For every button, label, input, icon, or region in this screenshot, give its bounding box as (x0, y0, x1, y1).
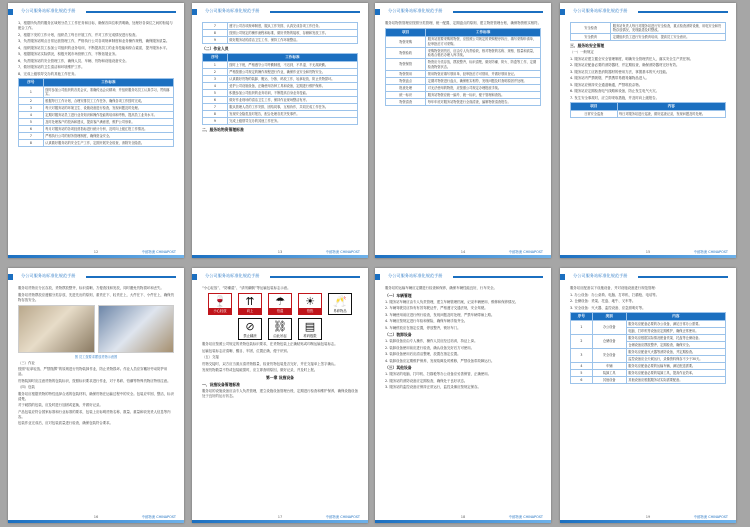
table-row: 4 爱护公司设施设备，正确使用各种工具和设备，定期进行维护保养。 (203, 83, 358, 90)
header-title: 分公司服务站标准化规范手册 (573, 273, 628, 278)
lift-here-sign: ⛓ 由此吊起 (268, 318, 292, 340)
paragraph: 服务站应根据货物的特性选择合适的包装材料，确保货物在运输过程中的安全。包装应牢固、整洁，标识清楚。 (18, 391, 174, 401)
paragraph: 2. 服务站的消防设备应定期检查，确保处于良好状态。 (385, 378, 468, 383)
header-title: 分公司服务站标准化规范手册 (21, 8, 76, 13)
page-header (560, 272, 736, 282)
page-footer (192, 244, 368, 258)
table-row: 2 根据每日工作计划，合理安排员工工作任务，确保各项工作按时完成。 (19, 98, 174, 105)
paragraph: 服务站应配备以下设施设备，并对设施设备进行规范管理： (570, 286, 659, 290)
table-row: 物资清查 每年年底对服务站物资进行全面清查，编制物资清查报告。 (386, 98, 541, 105)
page-number: 15 (645, 250, 651, 254)
paragraph: 1. 服务站车辆应由专人负责管理，建立车辆管理档案，记录车辆使用、维修和保养情况。 (385, 299, 519, 304)
page-number: 12 (93, 250, 99, 254)
table-row: 3 每天对服务站的环境卫生、设施设备进行检查，发现问题及时处理。 (19, 105, 174, 112)
this-way-up-sign: ⇈ 向上 (238, 293, 262, 315)
paragraph: 4. 车辆应按规定进行年检和保险，确保车辆手续齐全。 (385, 319, 468, 323)
page-number: 14 (460, 250, 466, 254)
page-body (570, 286, 726, 507)
paragraph: 包装作业完成后，应对包装质量进行检查，确保包装符合要求。 (18, 421, 113, 425)
page-body (570, 21, 726, 242)
chapter-heading: 第一章 设施设备 (266, 374, 294, 380)
page-1 (8, 3, 184, 258)
footer-logo: 中邮物流 CHINAPOST (141, 250, 176, 254)
page-6 (192, 268, 368, 523)
paragraph: 3. 装卸设备使用后应清洁整理，放置在指定位置。 (385, 352, 461, 356)
list-item: 3. 服务站员工应熟悉消防器材的使用方法，掌握基本的灭火技能。 (570, 69, 670, 74)
table-row: 4 定期对服务站员工进行业务知识和操作技能的培训和考核，提高员工业务水平。 (19, 112, 174, 119)
paragraph: 货物交接时，双方应当面点清货物数量，检查货物包装是否完好，并在交接单上签字确认。 (202, 361, 338, 366)
fragile-sign: 🥂 易碎物品 (328, 293, 352, 315)
paragraph: 1. 服务站的电脑、打印机、扫描枪等办公设备应妥善保管，正确使用。 (385, 372, 492, 376)
page-4 (560, 3, 736, 258)
footer-logo: 中邮物流 CHINAPOST (325, 515, 360, 519)
table-row: 物资采购 服务站需要采购的物资，应按照公司规定的采购程序执行，填写采购申请单，经审批后方可采购。 (386, 36, 541, 47)
header-title: 分公司服务站标准化规范手册 (205, 8, 260, 13)
page-footer (375, 509, 551, 523)
section-heading: 二、服务站物资管理标准 (202, 127, 244, 132)
page-footer (375, 244, 551, 258)
table-row: 8 按照公司规定的操作流程和标准，做好货物的接收、存储和发放工作。 (203, 30, 358, 37)
list-item: 6. 服务站应定期检查电气线路和设备，防止发生电气火灾。 (570, 89, 660, 94)
header-title: 分公司服务站标准化规范手册 (388, 273, 443, 278)
paragraph: 5、根据服务站实际情况，积极开展市场营销工作，不断拓展业务。 (18, 52, 119, 56)
paragraph: 3. 服务站的监控设备应保持正常运行，监控录像应按规定保存。 (385, 385, 481, 389)
section-heading: 一、设施设备管理标准 (202, 381, 240, 387)
standards-table-continued (202, 22, 358, 44)
page-number: 16 (93, 515, 99, 519)
page-header (192, 7, 368, 17)
paragraph: 3. 车辆使用前应进行例行检查，发现问题及时处理，严禁车辆带病上路。 (385, 312, 495, 317)
paragraph: 按照“轻拿轻放、严禁抛掷”的原则进行货物装卸作业，防止货物损坏。作业人员应穿戴好劳动防护用品。 (18, 367, 168, 376)
table-row: 物资领用 领用物资应填写领用单，经审批后方可领用，并做好领用登记。 (386, 70, 541, 77)
table-row: 5 积极参加公司组织的业务培训，不断提高自身业务技能。 (203, 90, 358, 97)
paragraph: 8、完成上级领导交办的其他工作任务。 (18, 71, 78, 76)
umbrella-icon: ☂ (275, 295, 285, 308)
table-row: 8 发现安全隐患及时报告，配合处理各类突发事件。 (203, 111, 358, 118)
paragraph: 对于破损的包装，应及时进行加固或更换，并做好记录。 (18, 403, 103, 407)
patrol-table: 项目 内容 日常安全巡查 每日对服务站进行巡查，做好巡查记录，发现问题及时处理。 (570, 102, 726, 118)
paragraph: 运输包装标志应清晰、醒目、牢固，位置正确，便于识别。 (202, 348, 291, 353)
page-number: 19 (645, 515, 651, 519)
page-header (560, 7, 736, 17)
table-row: 仓储设备应摆放整齐，定期检查，确保安全。 (571, 342, 726, 349)
glass-icon: 🍷 (213, 295, 227, 308)
page-number: 18 (460, 515, 466, 519)
table-row: 3 安全设备 服务站应配备灭火器等消防设备，并定期检查。 (571, 349, 726, 356)
paragraph: 4. 装卸设备应定期维护保养，发现故障及时维修，严禁设备带故障运行。 (385, 358, 495, 363)
package-signs (202, 293, 358, 340)
table-row: 电脑、打印机等设备应定期维护，确保正常使用。 (571, 328, 726, 335)
page-body (18, 286, 174, 507)
list-item: 7. 发生安全事故时，应立即采取措施，并及时向上级报告。 (570, 95, 660, 100)
list-item: （一）一般规定 (570, 50, 594, 55)
section-heading: （二）作业人员 (202, 46, 229, 51)
photo-row (18, 305, 174, 353)
page-body (385, 286, 541, 507)
staff-photo (98, 305, 175, 353)
paragraph: 2. 仓储设备：货架、托盘、地牛、叉车等。 (570, 299, 636, 303)
materials-table: 项目 工作标准 物资采购 服务站需要采购的物资，应按照公司规定的采购程序执行，填写采购申请单，经审批后方可采购。 物资验收 采购物资到货后，应由专人负责验收，核对物资的名称、规格、数量和质量，验收合格后办理入库手续。 物资保管 物资应分类存放，摆放整齐，标识清楚，做好防潮、防火、防盗等工作，定期检查物资状态。 物资领用 领用物资应填写领用单，经审批后方可领用，并做好领用登记。 物资盘点 定期对物资进行盘点，确保账实相符，发现问题及时查明原因并处理。 报废处理 对无法使用的物资，应按照公司规定办理报废手续。 统一标识 服务站物资应统一编号、统一标识，便于管理和查找。 物资清查 每年年底对服务站物资进行全面清查，编制物资清查报告。 (385, 28, 541, 106)
paragraph: 4、组织服务站员工参加公司组织的业务培训，不断提高员工的业务技能和综合素质，提升服务水平。 (18, 45, 170, 50)
stack-limit-sign: ▤ 堆码极限 (298, 318, 322, 340)
table-row: 物资验收 采购物资到货后，应由专人负责验收，核对物资的名称、规格、数量和质量，验收合格后办理入库手续。 (386, 47, 541, 58)
page-8 (560, 268, 736, 523)
table-row: 8 认真做好服务站的安全生产工作，定期开展安全检查，消除安全隐患。 (19, 140, 174, 147)
table-row: 物资盘点 定期对物资进行盘点，确保账实相符，发现问题及时查明原因并处理。 (386, 77, 541, 84)
table-row: 2 仓储设备 服务站应根据实际情况配备货架、托盘等仓储设备。 (571, 335, 726, 342)
paragraph: 1. 办公设备：办公桌椅、电脑、打印机、扫描枪、电话等。 (570, 292, 660, 297)
equipment-table: 序号 类别 内容 1 办公设备 服务站应配备必要的办公设备，满足日常办公需要。 电脑、打印机等设备应定期维护，确保正常使用。 2 仓储设备 服务站应根据实际情况配备货架、托盘等仓储设备。 仓储设备应摆放整齐，定期检查，确保安全。 3 安全设备 服务站应配备灭火器等消防设备，并定期检查。 监控设备应全天候运行，录像资料保存不少于30天。 4 车辆 服务站应配备必要的运输车辆，满足配送需要。 5 装卸工具 服务站应配备必要的装卸工具，提高作业效率。 6 其他设备 其他设备应根据服务站实际需要配备。 (570, 312, 726, 384)
standards-table: 序号 工作标准 1 按时参加公司组织的各类会议，准确传达会议精神，并组织服务站员工认真学习，贯彻落实。 2 根据每日工作计划，合理安排员工工作任务，确保各项工作按时完成。 3 每天对服务站的环境卫生、设施设备进行检查，发现问题及时处理。 4 定期对服务站员工进行业务知识和操作技能的培训和考核，提高员工业务水平。 5 及时处理客户的投诉和建议，提高客户满意度，维护公司形象。 6 每月对服务站的各项经营指标进行统计分析，及时向上级汇报工作情况。 7 严格执行公司的财务管理制度，确保资金安全。 8 认真做好服务站的安全生产工作，定期开展安全检查，消除安全隐患。 (18, 78, 174, 147)
paragraph: 3. 安全设备：灭火器、监控设备、应急照明灯等。 (570, 305, 646, 310)
footer-logo: 中邮物流 CHINAPOST (693, 250, 728, 254)
keep-dry-sign: ☂ 怕湿 (268, 293, 292, 315)
table-row: 日常安全巡查 每日对服务站进行巡查，做好巡查记录，发现问题及时处理。 (571, 111, 726, 118)
list-item: 1. 服务站应建立健全安全管理制度，明确安全管理责任人，落实安全生产责任制。 (570, 56, 693, 61)
section-heading: 三、服务站安全管理 (570, 43, 605, 49)
table-row: 7 遵守公司各项规章制度，服从工作安排，认真完成各项工作任务。 (203, 23, 358, 30)
table-row: 6 其他设备 其他设备应根据服务站实际需要配备。 (571, 377, 726, 384)
list-item: 5. 服务站应保持安全通道畅通，严禁堆放杂物。 (570, 82, 643, 87)
warehouse-photo (18, 305, 95, 353)
header-title: 分公司服务站标准化规范手册 (573, 8, 628, 13)
do-not-roll-sign: ⊘ 禁止翻滚 (238, 318, 262, 340)
sub-heading: （二）装卸设备 (385, 332, 412, 337)
paragraph: （三）作业 (18, 360, 35, 365)
page-header (8, 7, 184, 17)
paragraph: （五）交接 (202, 355, 219, 359)
paragraph: 3、负责服务站网点日常运营管理工作，严格执行公司各项规章制度和业务操作规程，确保服务质量。 (18, 39, 170, 43)
page-7 (375, 268, 551, 523)
table-row: 3 认真做好货物的装卸、搬运、分拣、码放工作，轻拿轻放，防止货物损坏。 (203, 76, 358, 83)
paragraph: （四）包装 (18, 385, 35, 389)
safety-table (570, 22, 726, 41)
page-body (202, 286, 358, 507)
paragraph: 5. 车辆停放应在指定位置，停放整齐，锁好车门。 (385, 325, 461, 330)
paragraph: 货物装卸时应注意货物的包装标识，按照标识要求进行作业，对于易碎、怕潮等特殊货物应特别注意。 (18, 378, 171, 383)
page-3 (375, 3, 551, 258)
standards-table: 序号 工作标准 1 按时上下班，严格遵守公司考勤制度，不迟到、不早退、不无故缺勤。 2 严格按照公司规定的操作规程进行作业，确保作业安全和货物安全。 3 认真做好货物的装卸、搬运、分拣、码放工作，轻拿轻放，防止货物损坏。 4 爱护公司设施设备，正确使用各种工具和设备，定期进行维护保养。 5 积极参加公司组织的业务培训，不断提高自身业务技能。 6 做好作业现场的清洁卫生工作，保持作业现场整洁有序。 7 服从管理人员的工作安排，团结同事，互相协作，共同完成工作任务。 8 发现安全隐患及时报告，配合处理各类突发事件。 9 完成上级领导交办的其他工作任务。 (202, 53, 358, 125)
page-body (202, 21, 358, 242)
paragraph: 服务站的运输车辆应定期进行检查和保养，确保车辆性能良好，行车安全。 (385, 286, 497, 290)
paragraph: 服务站货物摆放应遵循分类存放、先进先出的原则，重货在下、轻货在上，大件在下、小件在上，确保货物存放安全。 (18, 292, 174, 302)
list-item: 2. 服务站应配备必要的消防器材，并定期检查，确保消防器材完好有效。 (570, 63, 680, 68)
table-row: 监控设备应全天候运行，录像资料保存不少于30天。 (571, 356, 726, 363)
table-row: 5 装卸工具 服务站应配备必要的装卸工具，提高作业效率。 (571, 370, 726, 377)
table-row: 5 及时处理客户的投诉和建议，提高客户满意度，维护公司形象。 (19, 119, 174, 126)
paragraph: 1、根据所负责的服务区域划分员工工作任务和目标，确保各岗位职责明确，处理好各岗位之间的衔接与配合工作。 (18, 21, 173, 30)
page-footer (8, 509, 184, 523)
paragraph: 服务站应按照公司规定的货物包装标识要求，在货物包装上正确粘贴或印制运输包装标志。 (202, 342, 338, 346)
table-row: 9 做好服务站的清洁卫生工作，保持工作环境整洁。 (203, 37, 358, 44)
keep-cool-sign: ☀ 怕热 (298, 293, 322, 315)
page-footer (560, 509, 736, 523)
table-row: 物资保管 物资应分类存放，摆放整齐，标识清楚，做好防潮、防火、防盗等工作，定期检查物资状态。 (386, 59, 541, 70)
page-number: 13 (277, 250, 283, 254)
table-row: 4 车辆 服务站应配备必要的运输车辆，满足配送需要。 (571, 363, 726, 370)
paragraph: “小心轻放”、“防潮湿”、“请勿翻倒”等运输包装标志示意。 (202, 286, 291, 290)
page-body (385, 21, 541, 242)
paragraph: 服务站物资管理应按照分类管理、统一配置、定期盘点的原则，建立物资管理台账，确保物资账实相符。 (385, 21, 541, 25)
footer-logo: 中邮物流 CHINAPOST (325, 250, 360, 254)
paragraph: 产品包装应符合国家标准和行业标准的要求，包装上应标明货物名称、数量、重量和收发货人信息等内容。 (18, 409, 171, 419)
footer-logo: 中邮物流 CHINAPOST (693, 515, 728, 519)
handle-with-care-sign: 🍷 小心轻放 (208, 293, 232, 315)
sun-icon: ☀ (305, 295, 315, 308)
paragraph: 发现货物数量不符或包装破损时，应立即查明原因，做好记录，并及时上报。 (202, 368, 318, 372)
page-number: 17 (277, 515, 283, 519)
page-header (192, 272, 368, 282)
table-row: 报废处理 对无法使用的物资，应按照公司规定办理报废手续。 (386, 84, 541, 91)
table-row: 安全教育 定期组织员工进行安全教育培训，提高员工安全意识。 (571, 34, 726, 41)
paragraph: 7、做好服务站的卫生清洁和环境维护工作。 (18, 65, 85, 69)
paragraph: 1. 装卸设备应由专人操作，操作人员应经过培训，持证上岗。 (385, 339, 478, 343)
table-row: 2 严格按照公司规定的操作规程进行作业，确保作业安全和货物安全。 (203, 69, 358, 76)
sub-heading: （三）其他设备 (385, 365, 412, 370)
footer-logo: 中邮物流 CHINAPOST (508, 250, 543, 254)
paragraph: 2. 装卸设备使用前应进行检查，确认设备完好后方可使用。 (385, 345, 475, 350)
table-row: 9 完成上级领导交办的其他工作任务。 (203, 118, 358, 125)
table-row: 1 按时参加公司组织的各类会议，准确传达会议精神，并组织服务站员工认真学习，贯彻落实。 (19, 87, 174, 98)
page-2 (192, 3, 368, 258)
paragraph: 2、根据下发的工作计划，组织员工每日开展工作，并对工作完成情况进行检查。 (18, 32, 139, 37)
table-row: 1 办公设备 服务站应配备必要的办公设备，满足日常办公需要。 (571, 321, 726, 328)
paragraph: 2. 车辆驾驶员应持有有效驾驶证件，严格遵守交通法规，安全驾驶。 (385, 306, 488, 310)
fragile-glass-icon: 🥂 (333, 295, 347, 308)
page-footer (560, 244, 736, 258)
table-row: 统一标识 服务站物资应统一编号、统一标识，便于管理和查找。 (386, 91, 541, 98)
table-row: 7 严格执行公司的财务管理制度，确保资金安全。 (19, 133, 174, 140)
page-header (375, 272, 551, 282)
table-row: 6 做好作业现场的清洁卫生工作，保持作业现场整洁有序。 (203, 97, 358, 104)
no-roll-icon: ⊘ (245, 320, 255, 333)
table-row: 1 按时上下班，严格遵守公司考勤制度，不迟到、不早退、不无故缺勤。 (203, 62, 358, 69)
arrows-up-icon: ⇈ (245, 295, 255, 308)
header-title: 分公司服务站标准化规范手册 (388, 8, 443, 13)
header-title: 分公司服务站标准化规范手册 (205, 273, 260, 278)
footer-logo: 中邮物流 CHINAPOST (141, 515, 176, 519)
paragraph: 服务站货物应分区存放，货物摆放整齐，标识清晰，方便查找和发放，同时避免货物损坏和丢失。 (18, 286, 164, 290)
page-body (18, 21, 174, 242)
page-footer (8, 244, 184, 258)
page-header (8, 272, 184, 282)
page-header (375, 7, 551, 17)
footer-logo: 中邮物流 CHINAPOST (508, 515, 543, 519)
chain-icon: ⛓ (273, 320, 287, 333)
paragraph: 6、负责服务站的安全管理工作，确保人员、车辆、货物和设施设备安全。 (18, 58, 129, 63)
paragraph: 服务站的设施设备应由专人负责管理，建立设施设备管理台账，定期进行检查和维护保养，确保设施设备处于良好的运行状态。 (202, 388, 358, 398)
sub-heading: （一）车辆管理 (385, 292, 412, 298)
stack-icon: ▤ (304, 320, 316, 333)
list-item: 4. 服务站内严禁吸烟，严禁携带易燃易爆物品进入。 (570, 76, 649, 81)
header-title: 分公司服务站标准化规范手册 (21, 273, 76, 278)
table-row: 6 每月对服务站的各项经营指标进行统计分析，及时向上级汇报工作情况。 (19, 126, 174, 133)
table-row: 安全检查 服务站负责人每日对服务站进行安全检查，重点检查消防设施、用电安全和货物存放情况，发现隐患及时整改。 (571, 23, 726, 34)
table-row: 7 服从管理人员的工作安排，团结同事，互相协作，共同完成工作任务。 (203, 104, 358, 111)
page-footer (192, 509, 368, 523)
figure-caption: 图 员工按要求摆放货物示意图 (74, 354, 118, 359)
page-5 (8, 268, 184, 523)
